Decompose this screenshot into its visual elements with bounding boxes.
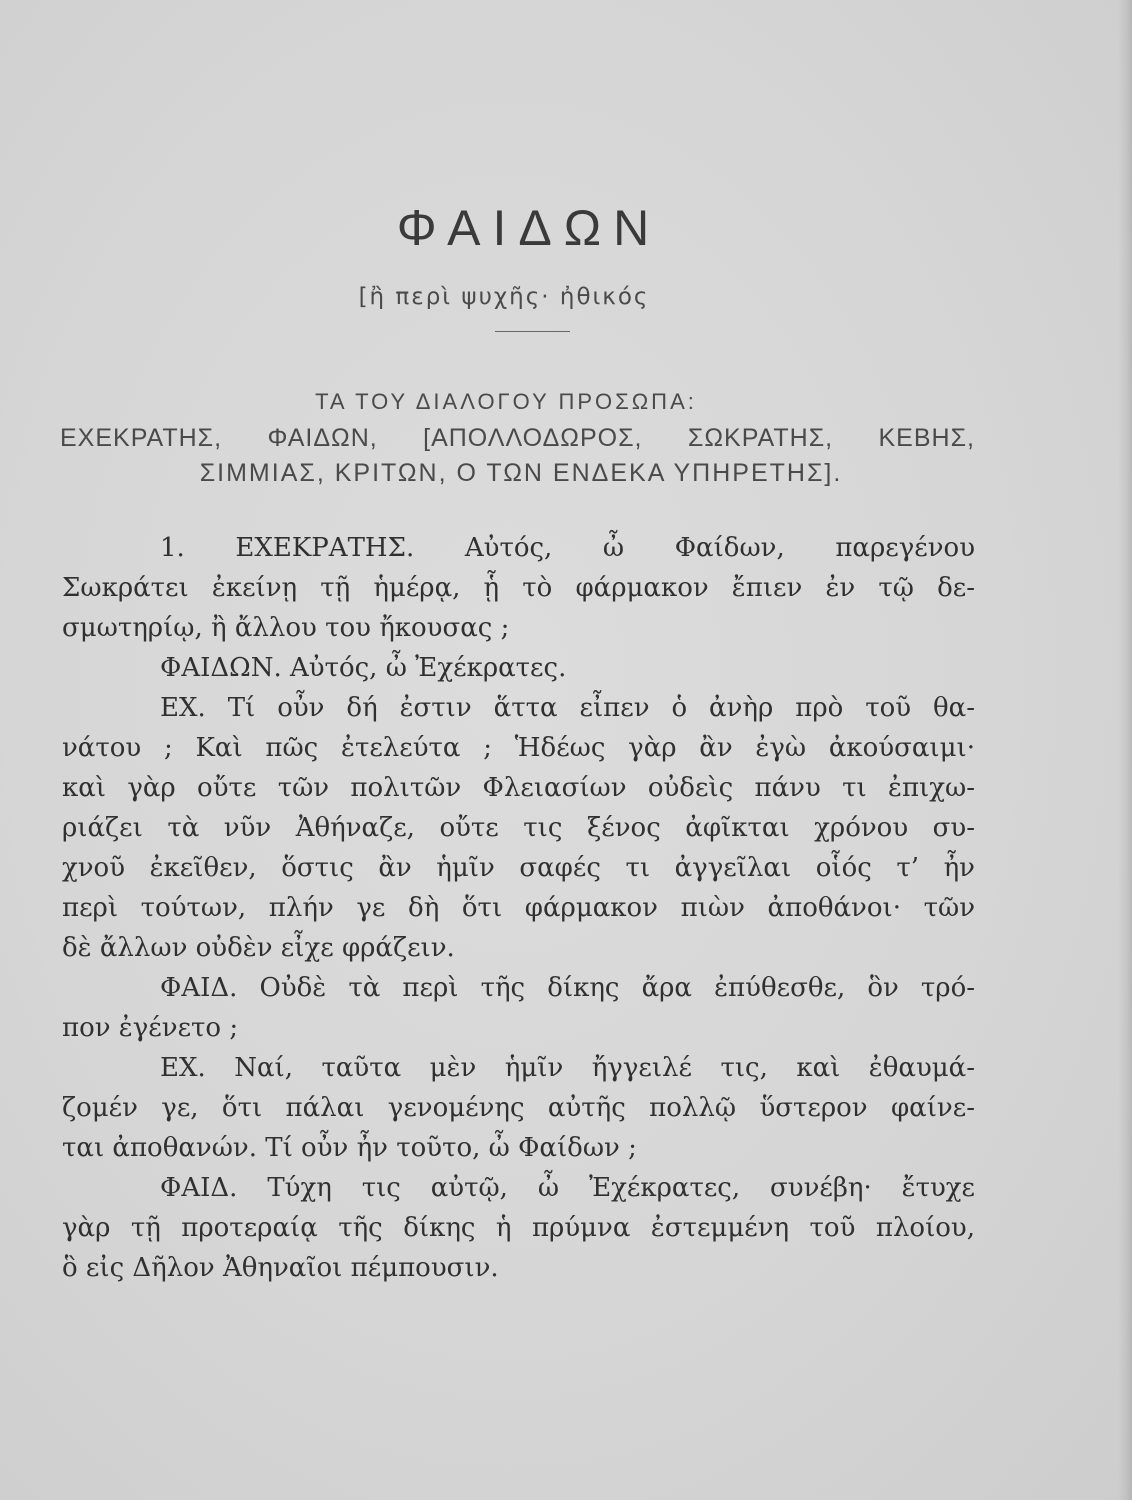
- text-line: πον ἐγένετο ;: [62, 1013, 239, 1043]
- text-line: [62, 1168, 975, 1208]
- line-text: Τί οὖν δή ἐστιν ἅττα εἶπεν ὁ ἀνὴρ πρὸ τοῦ θα-: [227, 693, 975, 723]
- text-line: ζομέν γε, ὅτι πάλαι γενομένης αὐτῆς πολλῷ ὕστερον φαίνε-: [62, 1093, 975, 1123]
- text-line: [62, 1048, 975, 1088]
- speaker-label: ΦΑΙΔ.: [160, 1173, 238, 1203]
- personae-line: ΣΙΜΜΙΑΣ, ΚΡΙΤΩΝ, Ο ΤΩΝ ΕΝΔΕΚΑ ΥΠΗΡΕΤΗΣ].: [199, 459, 843, 487]
- text-line: ὃ εἰς Δῆλον Ἀθηναῖοι πέμπουσιν.: [62, 1253, 499, 1283]
- line-text: Τύχη τις αὐτῷ, ὦ Ἐχέκρατες, συνέβη· ἔτυχε: [267, 1173, 975, 1203]
- text-line: ται ἀποθανών. Τί οὖν ἦν τοῦτο, ὦ Φαίδων ;: [62, 1133, 637, 1163]
- text-line: [62, 648, 975, 688]
- line-text: Αὐτός, ὦ Φαίδων, παρεγένου: [464, 533, 975, 563]
- text-line: χνοῦ ἐκεῖθεν, ὅστις ἂν ἡμῖν σαφές τι ἀγγεῖλαι οἷός τ’ ἦν: [62, 853, 975, 883]
- text-line: [62, 688, 975, 728]
- divider-rule: [495, 331, 570, 332]
- text-line: Σωκράτει ἐκείνῃ τῇ ἡμέρᾳ, ᾗ τὸ φάρμακον ἔπιεν ἐν τῷ δε-: [62, 573, 975, 603]
- paragraph: [62, 688, 975, 968]
- text-line: δὲ ἄλλων οὐδὲν εἶχε φράζειν.: [62, 933, 455, 963]
- line-text: Οὐδὲ τὰ περὶ τῆς δίκης ἄρα ἐπύθεσθε, ὃν τρό-: [259, 973, 976, 1003]
- speaker-label: 1. ΕΧΕΚΡΑΤΗΣ.: [160, 533, 415, 563]
- text-line: καὶ γὰρ οὔτε τῶν πολιτῶν Φλειασίων οὐδεὶς πάνυ τι ἐπιχω-: [62, 773, 975, 803]
- text-line: γὰρ τῇ προτεραίᾳ τῆς δίκης ἡ πρύμνα ἐστεμμένη τοῦ πλοίου,: [62, 1213, 975, 1243]
- text-line: ριάζει τὰ νῦν Ἀθήναζε, οὔτε τις ξένος ἀφῖκται χρόνου συ-: [62, 813, 975, 843]
- paragraph: [62, 648, 975, 688]
- paragraph: [62, 1168, 975, 1288]
- page-subtitle: [ἢ περὶ ψυχῆς· ἠθικός: [358, 284, 650, 310]
- page-edge: [1118, 0, 1132, 1500]
- paragraph: [62, 1048, 975, 1168]
- page-title: ΦΑΙΔΩΝ: [396, 200, 662, 256]
- speaker-label: ΦΑΙΔΩΝ.: [160, 653, 282, 683]
- speaker-label: ΕΧ.: [160, 693, 206, 723]
- line-text: Ναί, ταῦτα μὲν ἡμῖν ἤγγειλέ τις, καὶ ἐθαυμά-: [234, 1053, 976, 1083]
- personae-line: ΕΧΕΚΡΑΤΗΣ, ΦΑΙΔΩΝ, [ΑΠΟΛΛΟΔΩΡΟΣ, ΣΩΚΡΑΤΗΣ, ΚΕΒΗΣ,: [60, 424, 975, 452]
- personae-heading: ΤΑ ΤΟΥ ΔΙΑΛΟΓΟΥ ΠΡΟΣΩΠΑ:: [315, 389, 697, 414]
- paragraph: [62, 528, 975, 648]
- body-text: [62, 528, 975, 1288]
- speaker-label: ΕΧ.: [160, 1053, 206, 1083]
- text-line: [62, 968, 975, 1008]
- speaker-label: ΦΑΙΔ.: [160, 973, 238, 1003]
- line-text: Αὐτός, ὦ Ἐχέκρατες.: [289, 653, 567, 683]
- text-line: νάτου ; Καὶ πῶς ἐτελεύτα ; Ἡδέως γὰρ ἂν ἐγὼ ἀκούσαιμι·: [62, 733, 975, 763]
- paragraph: [62, 968, 975, 1048]
- text-line: [62, 528, 975, 568]
- text-line: σμωτηρίῳ, ἢ ἄλλου του ἤκουσας ;: [62, 613, 510, 643]
- text-line: περὶ τούτων, πλήν γε δὴ ὅτι φάρμακον πιὼν ἀποθάνοι· τῶν: [62, 893, 975, 923]
